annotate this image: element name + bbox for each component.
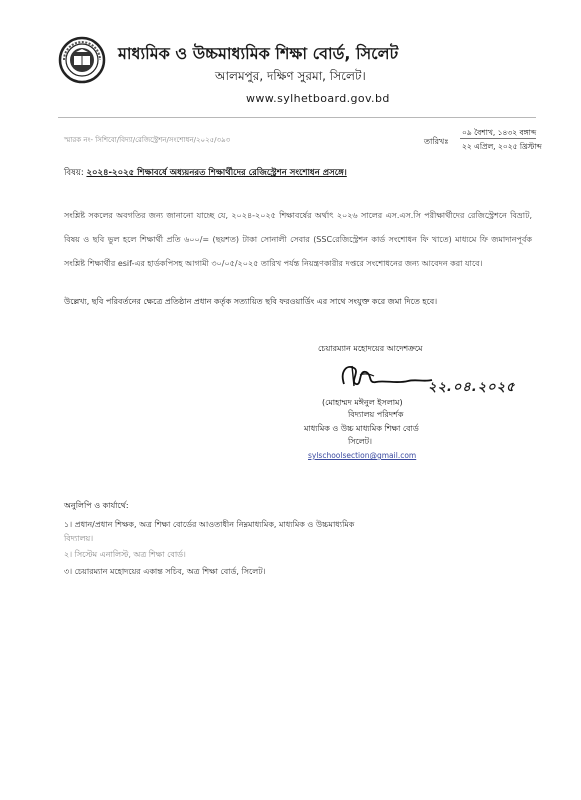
note-paragraph: উল্লেখ্য, ছবি পরিবর্তনের ক্ষেত্রে প্রতিষ্ঠান প্রধান কর্তৃক সত্যায়িত ছবি ফরওয়ার্ডিং এর সাথে সংযুক্ত করে জমা দিতে হবে।: [64, 297, 438, 306]
subject-text: ২০২৪-২০২৫ শিক্ষাবর্ষে অধ্যয়নরত শিক্ষার্থীদের রেজিস্ট্রেশন সংশোধন প্রসঙ্গে।: [86, 168, 347, 178]
body-paragraph: সংশ্লিষ্ট সকলের অবগতির জন্য জানানো যাচ্ছে যে, ২০২৪-২০২৫ শিক্ষাবর্ষের অর্থাৎ ২০২৬ সালের এস.এস.সি পরীক্ষার্থীদের রেজিস্ট্রেশনে বিভ্রাট, বিষয় ও ছবি ভুল হলে শিক্ষার্থী প্রতি ৬০০/= (ছয়শত) টাকা সোনালী সেবার (SSCরেজিস্ট্রেশন কার্ড সংশোধন ফি খাতে) মাধ্যমে ফি জমাদানপূর্বক সংশ্লিষ্ট শিক্ষার্থীর esif-এর হার্ডকপিসহ আগামী ৩০/০৫/২০২৫ তারিখ পর্যন্ত নিয়ন্ত্রণকারীর দপ্তরে সংশোধনের জন্য আবেদন করা যাবে।: [64, 211, 532, 268]
board-title: মাধ্যমিক ও উচ্চমাধ্যমিক শিক্ষা বোর্ড, সিলেট: [118, 44, 399, 63]
board-logo: [58, 36, 106, 84]
date-bangla: ০৯ বৈশাখ, ১৪৩২ বঙ্গাব্দ: [462, 128, 537, 137]
header-divider: [58, 117, 536, 118]
subject-label: বিষয়:: [64, 168, 84, 178]
signatory-city: সিলেট।: [348, 437, 372, 446]
subject-line: [64, 166, 347, 180]
copy-heading: অনুলিপি ও কার্যার্থে:: [64, 501, 129, 510]
copy-item: ৩। চেয়ারম্যান মহোদয়ের একান্ত সচিব, অত্র শিক্ষা বোর্ড, সিলেট।: [64, 567, 266, 576]
copy-item: ২। সিস্টেম এনালিস্ট, অত্র শিক্ষা বোর্ড।: [64, 550, 186, 559]
board-website[interactable]: www.sylhetboard.gov.bd: [246, 92, 390, 105]
date-divider: [460, 138, 536, 139]
copy-item-continuation: বিদ্যালয়।: [64, 534, 94, 543]
board-address: আলমপুর, দক্ষিণ সুরমা, সিলেট।: [215, 69, 366, 83]
handwritten-signature: [336, 362, 434, 390]
signatory-department: মাধ্যমিক ও উচ্চ মাধ্যমিক শিক্ষা বোর্ড: [304, 424, 419, 433]
date-english: ২২ এপ্রিল, ২০২৫ খ্রিস্টাব্দ: [462, 142, 542, 151]
signatory-designation: বিদ্যালয় পরিদর্শক: [348, 410, 404, 419]
memo-reference: স্মারক নং- সিশিবো/বিদ্যা/রেজিস্ট্রেশন/সংশোধন/২০২৫/৩৯৩: [64, 136, 231, 144]
signatory-email[interactable]: sylschoolsection@gmail.com: [308, 451, 417, 460]
date-label: তারিখঃ: [424, 137, 449, 146]
copy-item: ১। প্রধান/প্রধান শিক্ষক, অত্র শিক্ষা বোর্ডের আওতাধীন নিম্নমাধ্যমিক, মাধ্যমিক ও উচ্চমাধ্যমিক: [64, 520, 355, 529]
order-line: চেয়ারম্যান মহোদয়ের আদেশক্রমে: [318, 344, 423, 353]
handwritten-date: ২২.০৪.২০২৫: [428, 380, 516, 395]
signatory-name: (মোহাম্মদ মঈনুল ইসলাম): [322, 398, 403, 407]
